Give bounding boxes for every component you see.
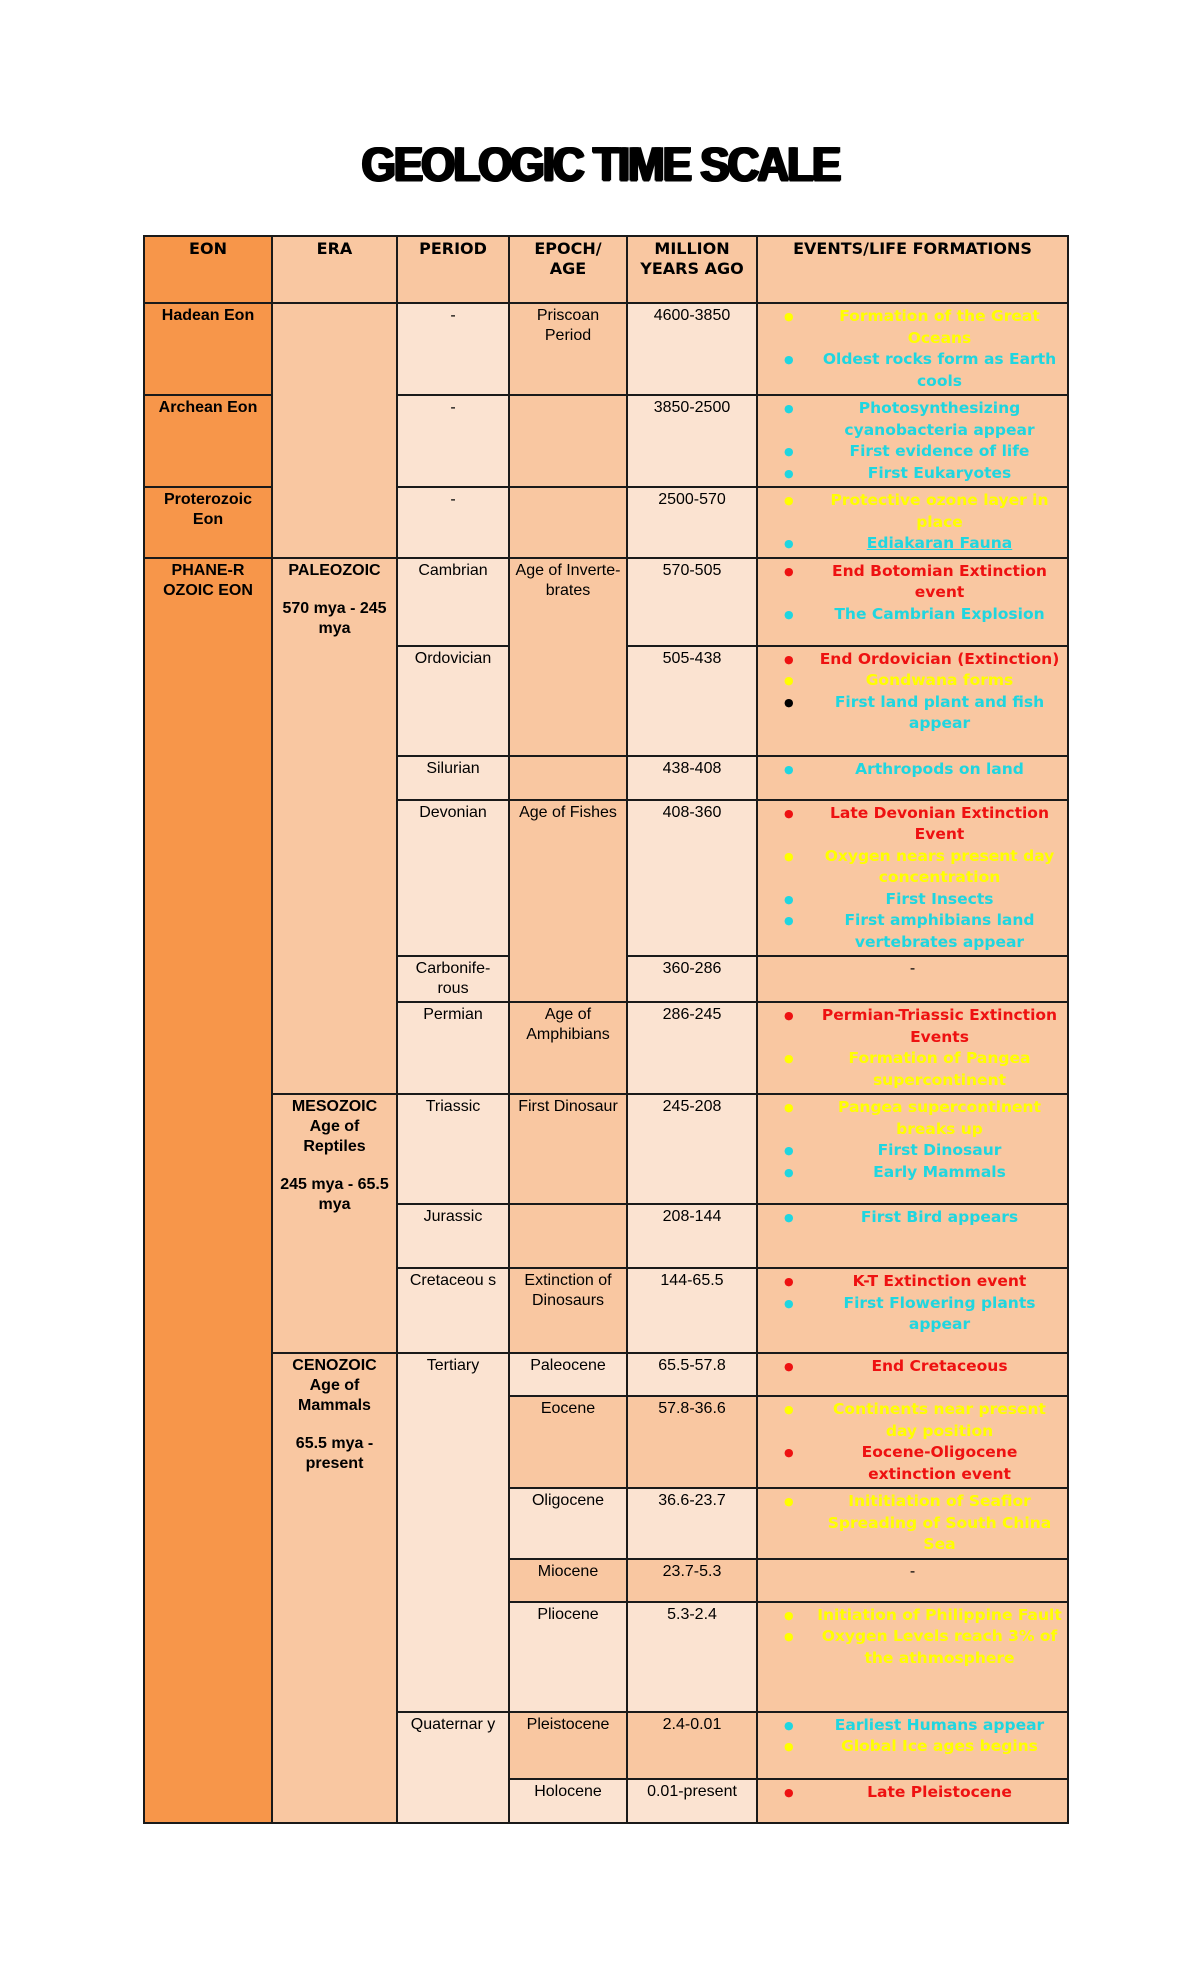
epoch-archean-blank [509, 395, 627, 487]
epoch-extinction-dinosaurs: Extinction of Dinosaurs [509, 1268, 627, 1353]
event-list [762, 759, 1063, 781]
period-quaternary: Quaternar y [397, 1712, 509, 1823]
table-row [144, 303, 1068, 395]
event-item: ● End Cretaceous [762, 1356, 1063, 1378]
event-item: ● Pangea supercontinent breaks up [762, 1097, 1063, 1140]
event-item: ● First land plant and fish appear [762, 692, 1063, 735]
event-item: ● First Eukaryotes [762, 463, 1063, 485]
events-paleocene [757, 1353, 1068, 1396]
event-list [762, 1491, 1063, 1556]
events-ordovician [757, 646, 1068, 756]
epoch-holocene: Holocene [509, 1779, 627, 1823]
event-item: ● First amphibians land vertebrates appear [762, 910, 1063, 953]
events-oligocene [757, 1488, 1068, 1559]
event-item: ● First Dinosaur [762, 1140, 1063, 1162]
events-silurian [757, 756, 1068, 800]
header-period: PERIOD [397, 236, 509, 303]
events-archean [757, 395, 1068, 487]
epoch-pliocene: Pliocene [509, 1602, 627, 1712]
event-item: ● Permian-Triassic Extinction Events [762, 1005, 1063, 1048]
table-row [144, 1353, 1068, 1396]
event-list [762, 803, 1063, 954]
event-item: ● Protective ozone layer in place [762, 490, 1063, 533]
header-row [144, 236, 1068, 303]
events-triassic [757, 1094, 1068, 1204]
event-list [762, 1271, 1063, 1336]
eon-archean: Archean Eon [144, 395, 272, 487]
event-list [762, 561, 1063, 626]
era-paleozoic-name: PALEOZOIC [288, 561, 381, 579]
mya-miocene: 23.7-5.3 [627, 1559, 757, 1602]
events-hadean [757, 303, 1068, 395]
epoch-invertebrates: Age of Inverte-brates [509, 558, 627, 756]
mya-archean: 3850-2500 [627, 395, 757, 487]
mya-proterozoic: 2500-570 [627, 487, 757, 558]
mya-oligocene: 36.6-23.7 [627, 1488, 757, 1559]
event-list [762, 649, 1063, 735]
era-mesozoic-range: 245 mya - 65.5 mya [280, 1176, 389, 1213]
events-devonian [757, 800, 1068, 957]
event-item: ● End Ordovician (Extinction) [762, 649, 1063, 671]
page-title: GEOLOGIC TIME SCALE [361, 137, 839, 192]
mya-carboniferous: 360-286 [627, 956, 757, 1002]
era-cenozoic-range: 65.5 mya - present [295, 1435, 374, 1472]
epoch-oligocene: Oligocene [509, 1488, 627, 1559]
mya-pleistocene: 2.4-0.01 [627, 1712, 757, 1779]
epoch-jurassic-blank [509, 1204, 627, 1268]
event-item: ● First Insects [762, 889, 1063, 911]
event-list [762, 490, 1063, 555]
event-list [762, 1715, 1063, 1758]
event-list [762, 398, 1063, 484]
era-mesozoic-name: MESOZOIC Age of Reptiles [291, 1098, 378, 1155]
event-list [762, 1399, 1063, 1485]
event-item: ● Initiation of Philippine Fault [762, 1605, 1063, 1627]
event-item: ● End Botomian Extinction event [762, 561, 1063, 604]
event-item: ● Gondwana forms [762, 670, 1063, 692]
mya-permian: 286-245 [627, 1002, 757, 1094]
event-list [762, 1005, 1063, 1091]
events-carboniferous: - [757, 956, 1068, 1002]
period-devonian: Devonian [397, 800, 509, 957]
epoch-priscoan: Priscoan Period [509, 303, 627, 395]
mya-cambrian: 570-505 [627, 558, 757, 646]
mya-paleocene: 65.5-57.8 [627, 1353, 757, 1396]
epoch-miocene: Miocene [509, 1559, 627, 1602]
event-list [762, 1207, 1063, 1229]
period-archean: - [397, 395, 509, 487]
events-jurassic [757, 1204, 1068, 1268]
period-ordovician: Ordovician [397, 646, 509, 756]
events-cambrian [757, 558, 1068, 646]
era-precambrian-blank [272, 303, 397, 558]
event-item: ● Arthropods on land [762, 759, 1063, 781]
event-item: ● Ediakaran Fauna [762, 533, 1063, 555]
event-item: ● The Cambrian Explosion [762, 604, 1063, 626]
event-item: ● Global Ice ages begins [762, 1736, 1063, 1758]
epoch-first-dinosaur: First Dinosaur [509, 1094, 627, 1204]
table-row [144, 1094, 1068, 1204]
event-item: ● Early Mammals [762, 1162, 1063, 1184]
event-item: ● Oxygen nears present day concentration [762, 846, 1063, 889]
eon-hadean: Hadean Eon [144, 303, 272, 395]
mya-silurian: 438-408 [627, 756, 757, 800]
epoch-paleocene: Paleocene [509, 1353, 627, 1396]
event-item: ● Formation of Pangea supercontinent [762, 1048, 1063, 1091]
era-paleozoic-range: 570 mya - 245 mya [282, 599, 387, 637]
period-cambrian: Cambrian [397, 558, 509, 646]
mya-jurassic: 208-144 [627, 1204, 757, 1268]
event-item: ● Continents near present day position [762, 1399, 1063, 1442]
event-item: ● First Bird appears [762, 1207, 1063, 1229]
mya-hadean: 4600-3850 [627, 303, 757, 395]
mya-holocene: 0.01-present [627, 1779, 757, 1823]
event-list [762, 1097, 1063, 1183]
header-era: ERA [272, 236, 397, 303]
mya-ordovician: 505-438 [627, 646, 757, 756]
epoch-silurian-blank [509, 756, 627, 800]
era-mesozoic [272, 1094, 397, 1353]
event-item: ● First evidence of life [762, 441, 1063, 463]
event-item: ● Earliest Humans appear [762, 1715, 1063, 1737]
period-permian: Permian [397, 1002, 509, 1094]
period-tertiary: Tertiary [397, 1353, 509, 1712]
period-carboniferous: Carbonife-rous [397, 956, 509, 1002]
events-cretaceous [757, 1268, 1068, 1353]
mya-eocene: 57.8-36.6 [627, 1396, 757, 1488]
epoch-proterozoic-blank [509, 487, 627, 558]
event-item: ● First Flowering plants appear [762, 1293, 1063, 1336]
event-item: ● Photosynthesizing cyanobacteria appear [762, 398, 1063, 441]
period-silurian: Silurian [397, 756, 509, 800]
event-item: ● Eocene-Oligocene extinction event [762, 1442, 1063, 1485]
header-eon: EON [144, 236, 272, 303]
period-cretaceous: Cretaceou s [397, 1268, 509, 1353]
event-item: ● Late Devonian Extinction Event [762, 803, 1063, 846]
mya-pliocene: 5.3-2.4 [627, 1602, 757, 1712]
events-eocene [757, 1396, 1068, 1488]
event-list [762, 1356, 1063, 1378]
event-item: ● Late Pleistocene [762, 1782, 1063, 1804]
epoch-amphibians: Age of Amphibians [509, 1002, 627, 1094]
epoch-eocene: Eocene [509, 1396, 627, 1488]
geologic-time-table [143, 235, 1069, 1824]
event-item: ● Inititiation of Seafior Spreading of South China Sea [762, 1491, 1063, 1556]
epoch-pleistocene: Pleistocene [509, 1712, 627, 1779]
events-proterozoic [757, 487, 1068, 558]
mya-cretaceous: 144-65.5 [627, 1268, 757, 1353]
event-list [762, 1782, 1063, 1804]
header-million-years-ago: MILLION YEARS AGO [627, 236, 757, 303]
eon-phanerozoic: PHANE-R OZOIC EON [144, 558, 272, 1823]
period-jurassic: Jurassic [397, 1204, 509, 1268]
mya-triassic: 245-208 [627, 1094, 757, 1204]
events-permian [757, 1002, 1068, 1094]
event-item: ● Oldest rocks form as Earth cools [762, 349, 1063, 392]
event-list [762, 306, 1063, 392]
event-item: ● Formation of the Great Oceans [762, 306, 1063, 349]
events-miocene: - [757, 1559, 1068, 1602]
period-hadean: - [397, 303, 509, 395]
events-pliocene [757, 1602, 1068, 1712]
events-holocene [757, 1779, 1068, 1823]
era-cenozoic-name: CENOZOIC Age of Mammals [292, 1357, 377, 1414]
eon-proterozoic: Proterozoic Eon [144, 487, 272, 558]
period-triassic: Triassic [397, 1094, 509, 1204]
event-list [762, 1605, 1063, 1670]
events-pleistocene [757, 1712, 1068, 1779]
table-row [144, 558, 1068, 646]
period-proterozoic: - [397, 487, 509, 558]
header-epoch: EPOCH/ AGE [509, 236, 627, 303]
epoch-fishes: Age of Fishes [509, 800, 627, 1003]
header-events: EVENTS/LIFE FORMATIONS [757, 236, 1068, 303]
era-paleozoic [272, 558, 397, 1095]
mya-devonian: 408-360 [627, 800, 757, 957]
event-item: ● K-T Extinction event [762, 1271, 1063, 1293]
era-cenozoic [272, 1353, 397, 1823]
event-item: ● Oxygen Levels reach 3% of the athmosphere [762, 1626, 1063, 1669]
